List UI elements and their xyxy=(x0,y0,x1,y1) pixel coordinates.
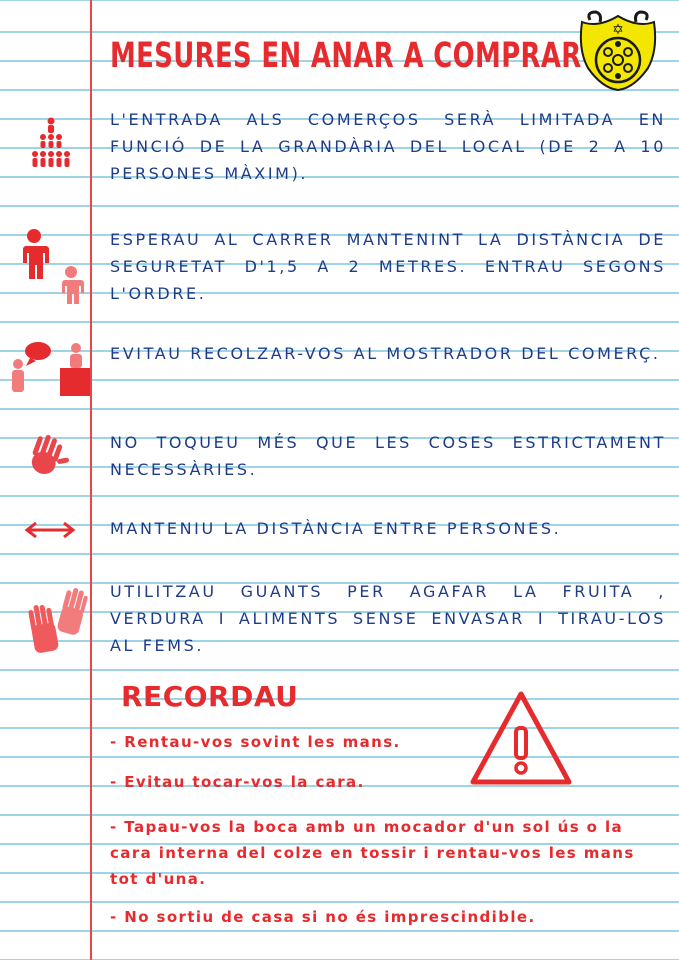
measure-text-2: ESPERAU AL CARRER MANTENINT LA DISTÀNCIA DE SEGURETAT D'1,5 A 2 METRES. ENTRAU SEGONS L'ORDRE. xyxy=(110,230,666,303)
remember-item-3: - Tapau-vos la boca amb un mocador d'un sol ús o la cara interna del colze en tossir i rentau-vos les mans tot d'una. xyxy=(110,818,635,888)
people-group-icon xyxy=(28,116,74,176)
measure-text-1: L'ENTRADA ALS COMERÇOS SERÀ LIMITADA EN FUNCIÓ DE LA GRANDÀRIA DEL LOCAL (DE 2 A 10 PERSONES MÀXIM). xyxy=(110,110,666,183)
remember-item-2: - Evitau tocar-vos la cara. xyxy=(110,773,365,791)
measure-text-5: MANTENIU LA DISTÀNCIA ENTRE PERSONES. xyxy=(110,519,562,538)
measure-text-3: EVITAU RECOLZAR-VOS AL MOSTRADOR DEL COMERÇ. xyxy=(110,344,661,363)
gloves-icon xyxy=(26,588,90,656)
shop-counter-icon xyxy=(8,340,92,398)
margin-line xyxy=(90,0,92,960)
svg-text:✡: ✡ xyxy=(612,22,624,38)
remember-item-1: - Rentau-vos sovint les mans. xyxy=(110,733,401,751)
page-title: MESURES EN ANAR A COMPRAR xyxy=(110,36,582,76)
municipal-seal-logo xyxy=(568,8,668,92)
measure-text-4: NO TOQUEU MÉS QUE LES COSES ESTRICTAMENT NECESSÀRIES. xyxy=(110,433,666,479)
people-distance-icon xyxy=(14,228,90,304)
remember-title: RECORDAU xyxy=(121,680,299,713)
measure-text-6: UTILITZAU GUANTS PER AGAFAR LA FRUITA , VERDURA I ALIMENTS SENSE ENVASAR I TIRAU-LOS AL FEMS. xyxy=(110,582,666,655)
double-arrow-icon xyxy=(22,520,78,540)
remember-item-4: - No sortiu de casa si no és imprescindible. xyxy=(110,908,536,926)
hand-print-icon xyxy=(22,434,74,480)
